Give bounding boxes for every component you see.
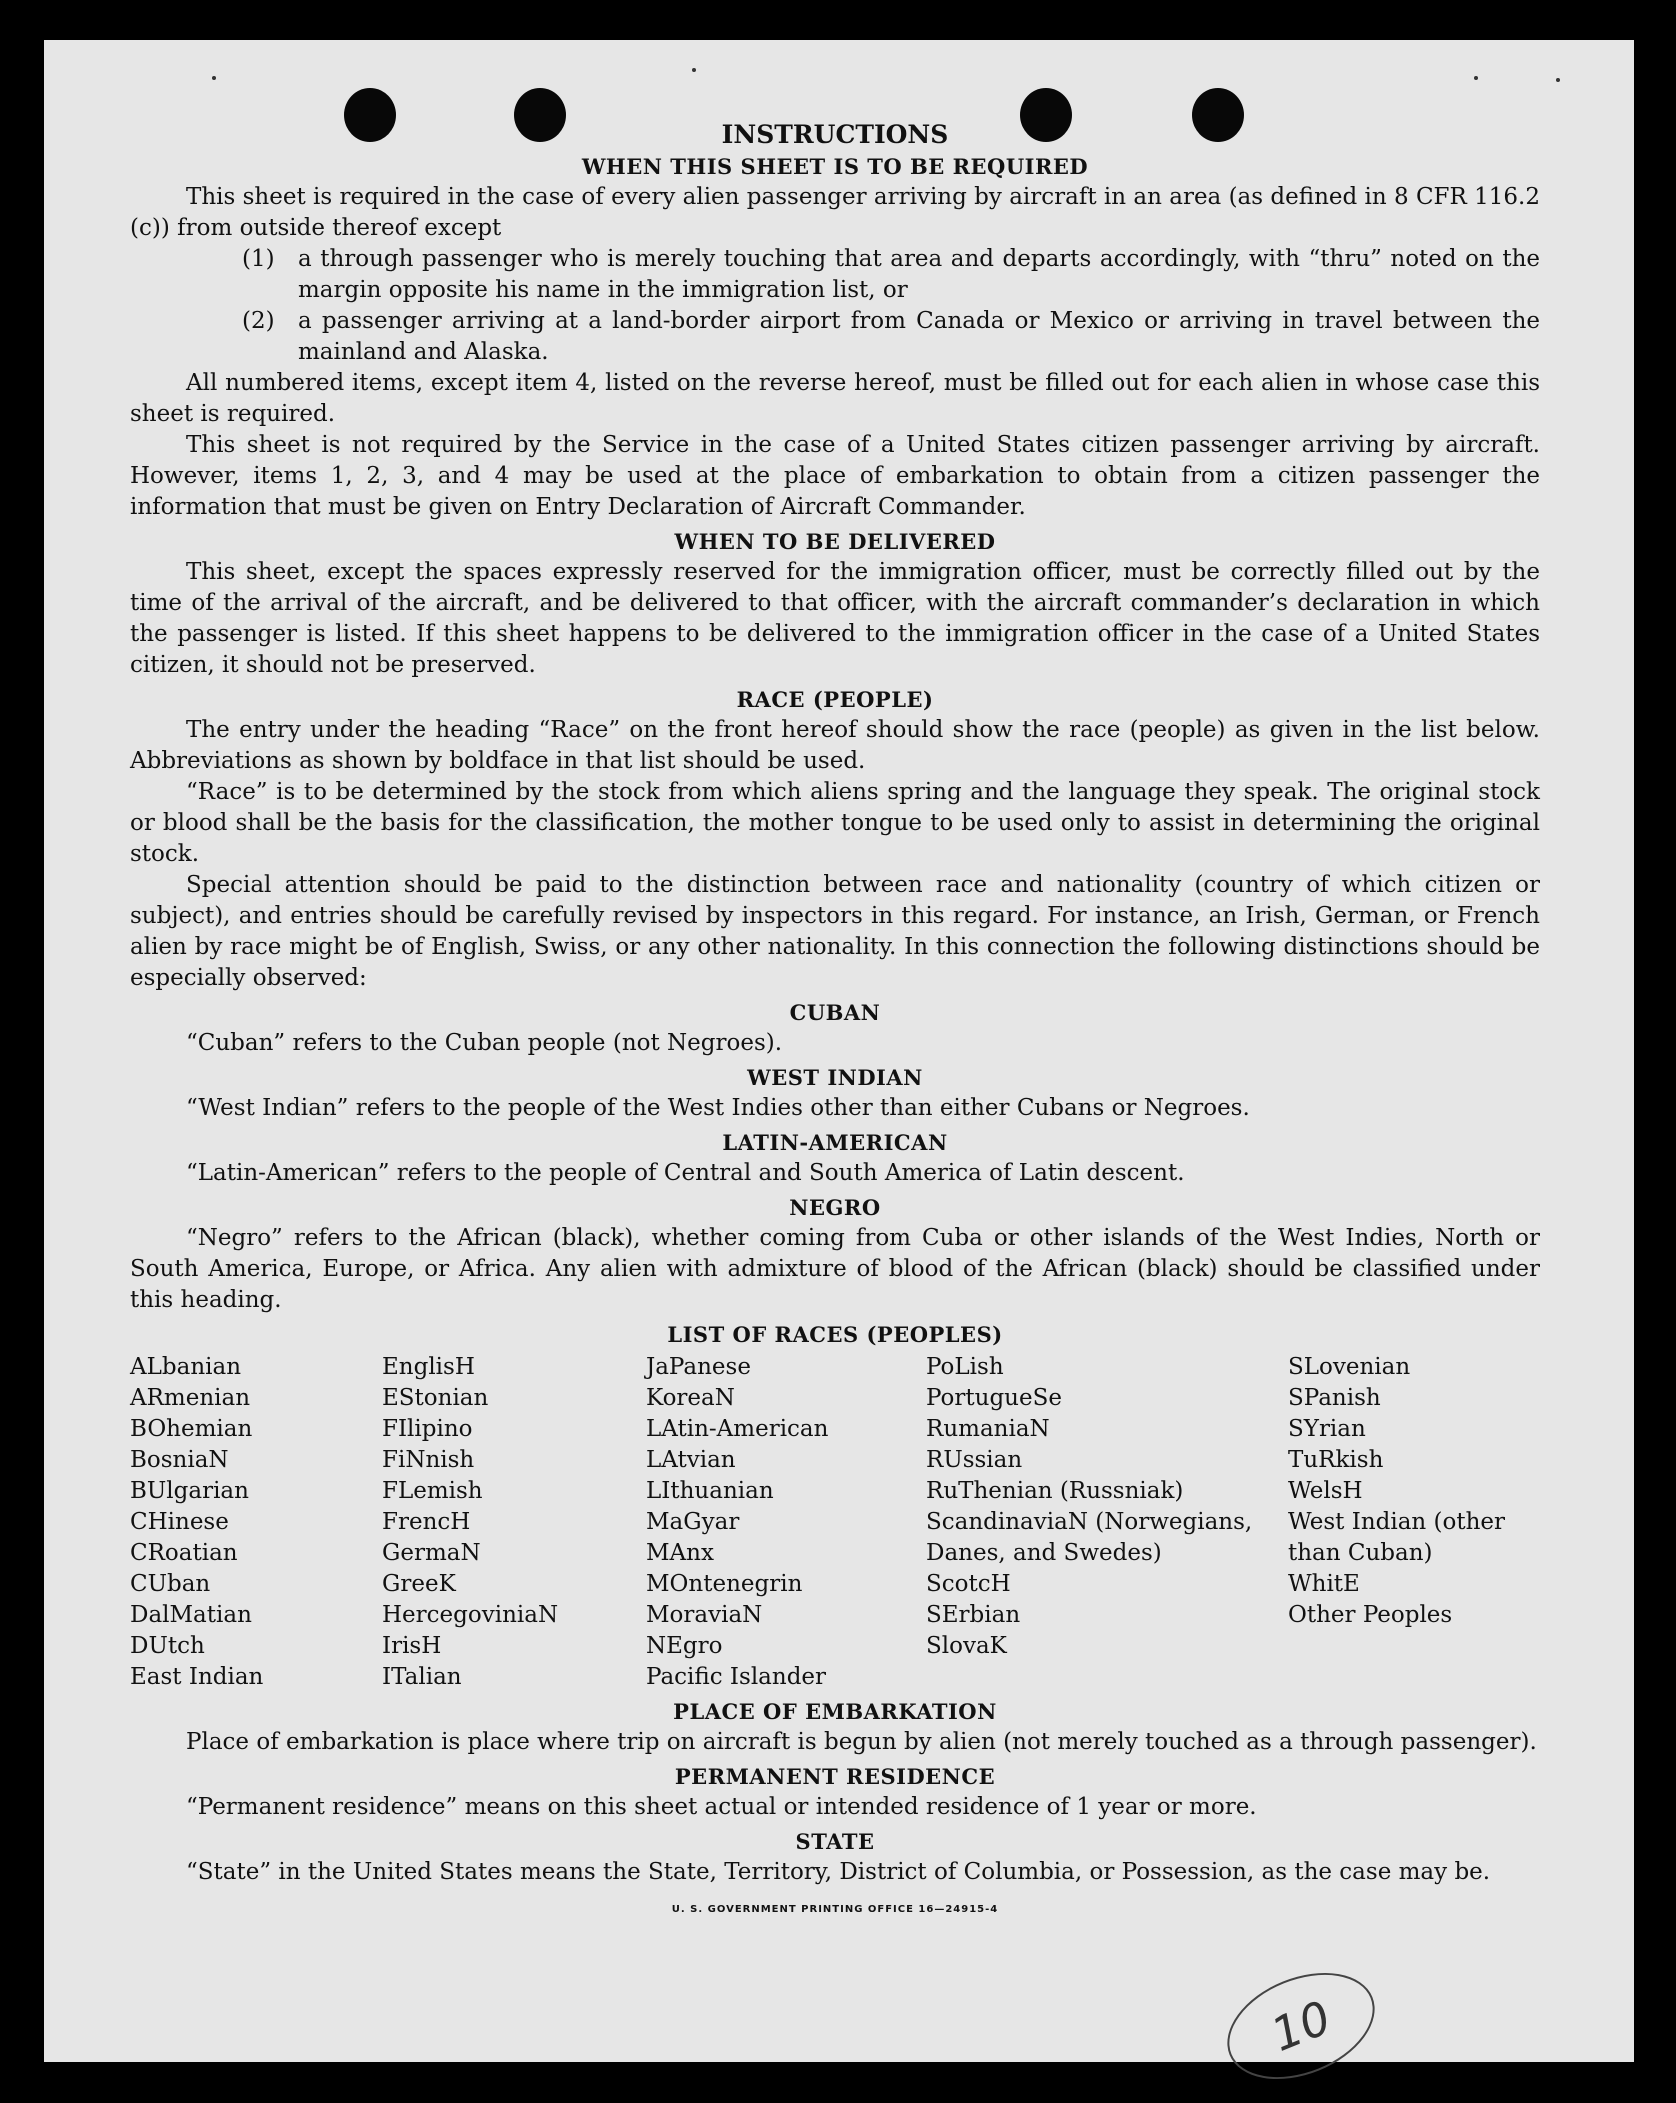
race-entry: ITalian <box>382 1664 462 1690</box>
race-entry: DUtch <box>130 1633 205 1659</box>
item-number: (2) <box>242 308 275 334</box>
speck <box>212 76 216 80</box>
race-entry: MOntenegrin <box>646 1571 803 1597</box>
section-heading: PERMANENT RESIDENCE <box>674 1764 996 1789</box>
race-column <box>130 1352 382 1693</box>
section-heading: LATIN-AMERICAN <box>722 1130 948 1155</box>
race-entry: FiNnish <box>382 1447 475 1473</box>
race-entry: TuRkish <box>1288 1447 1384 1473</box>
race-column <box>926 1352 1288 1693</box>
race-entry: CUban <box>130 1571 211 1597</box>
item-text: a passenger arriving at a land-border airport from Canada or Mexico or arriving in travel between the mainland and Alaska. <box>298 308 1540 365</box>
section-heading: NEGRO <box>789 1195 881 1220</box>
race-entry: Other Peoples <box>1288 1602 1453 1628</box>
race-entry: GermaN <box>382 1540 481 1566</box>
race-entry: CRoatian <box>130 1540 238 1566</box>
race-entry: FLemish <box>382 1478 483 1504</box>
paragraph: “West Indian” refers to the people of the West Indies other than either Cubans or Negroes. <box>186 1095 1250 1121</box>
race-entry: MoraviaN <box>646 1602 763 1628</box>
race-entry: KoreaN <box>646 1385 735 1411</box>
race-entry: ALbanian <box>130 1354 242 1380</box>
section-heading: WEST INDIAN <box>747 1065 923 1090</box>
section-heading: CUBAN <box>789 1000 881 1025</box>
paragraph: “Race” is to be determined by the stock from which aliens spring and the language they speak. The original stock or blood shall be the basis for the classification, the mother tongue to be used only to assist in determining the original stock. <box>130 779 1540 867</box>
page-title: INSTRUCTIONS <box>721 120 949 149</box>
race-entry: RumaniaN <box>926 1416 1050 1442</box>
paragraph: All numbered items, except item 4, listed on the reverse hereof, must be filled out for each alien in whose case this sheet is required. <box>130 370 1540 427</box>
race-entry: CHinese <box>130 1509 229 1535</box>
paragraph: “Latin-American” refers to the people of Central and South America of Latin descent. <box>186 1160 1185 1186</box>
race-entry: ARmenian <box>130 1385 251 1411</box>
race-entry: EStonian <box>382 1385 489 1411</box>
speck <box>1474 76 1478 80</box>
race-entry: EnglisH <box>382 1354 475 1380</box>
section-heading: LIST OF RACES (PEOPLES) <box>667 1322 1003 1347</box>
paragraph: The entry under the heading “Race” on the front hereof should show the race (people) as given in the list below. Abbreviations as shown by boldface in that list should be used. <box>130 717 1540 774</box>
race-entry: ScandinaviaN (Norwegians, Danes, and Swedes) <box>926 1509 1253 1566</box>
section-heading: WHEN TO BE DELIVERED <box>674 529 996 554</box>
race-entry: SErbian <box>926 1602 1021 1628</box>
race-entry: IrisH <box>382 1633 442 1659</box>
race-entry: BosniaN <box>130 1447 229 1473</box>
race-entry: FrencH <box>382 1509 471 1535</box>
race-entry: PoLish <box>926 1354 1004 1380</box>
race-entry: GreeK <box>382 1571 456 1597</box>
paragraph: Place of embarkation is place where trip on aircraft is begun by alien (not merely touched as a through passenger). <box>186 1729 1537 1755</box>
race-entry: SPanish <box>1288 1385 1381 1411</box>
section-heading: RACE (PEOPLE) <box>736 687 934 712</box>
race-column <box>646 1352 926 1693</box>
item-number: (1) <box>242 246 275 272</box>
race-entry: MAnx <box>646 1540 714 1566</box>
numbered-item <box>130 306 1540 368</box>
paragraph: “Negro” refers to the African (black), whether coming from Cuba or other islands of the West Indies, North or South America, Europe, or Africa. Any alien with admixture of blood of the African (black) should be classified under this heading. <box>130 1225 1540 1313</box>
speck <box>692 68 696 72</box>
document-page <box>44 40 1634 2062</box>
race-entry: JaPanese <box>646 1354 751 1380</box>
item-text: a through passenger who is merely touching that area and departs accordingly, with “thru” noted on the margin opposite his name in the immigration list, or <box>298 246 1540 303</box>
paragraph: “Cuban” refers to the Cuban people (not Negroes). <box>186 1030 783 1056</box>
race-entry: LIthuanian <box>646 1478 774 1504</box>
race-entry: DalMatian <box>130 1602 252 1628</box>
race-entry: BUlgarian <box>130 1478 249 1504</box>
paragraph: This sheet is not required by the Service in the case of a United States citizen passenger arriving by aircraft. However, items 1, 2, 3, and 4 may be used at the place of embarkation to obtain from a citizen passenger the information that must be given on Entry Declaration of Aircraft Commander. <box>130 432 1540 520</box>
section-heading: WHEN THIS SHEET IS TO BE REQUIRED <box>581 154 1089 179</box>
race-entry: HercegoviniaN <box>382 1602 559 1628</box>
race-column <box>382 1352 646 1693</box>
instructions-body <box>130 118 1540 1925</box>
paragraph: Special attention should be paid to the distinction between race and nationality (country of which citizen or subject), and entries should be carefully revised by inspectors in this regard. For instance, an Irish, German, or French alien by race might be of English, Swiss, or any other nationality. In this connection the following distinctions should be especially observed: <box>130 872 1540 991</box>
race-entry: PortugueSe <box>926 1385 1062 1411</box>
paragraph: This sheet is required in the case of every alien passenger arriving by aircraft in an area (as defined in 8 CFR 116.2 (c)) from outside thereof except <box>130 184 1540 241</box>
race-entry: NEgro <box>646 1633 723 1659</box>
race-column <box>1288 1352 1540 1693</box>
race-entry: SLovenian <box>1288 1354 1411 1380</box>
race-entry: WhitE <box>1288 1571 1360 1597</box>
race-entry: West Indian (other than Cuban) <box>1288 1509 1506 1566</box>
race-entry: MaGyar <box>646 1509 740 1535</box>
race-entry: LAtvian <box>646 1447 736 1473</box>
paragraph: This sheet, except the spaces expressly reserved for the immigration officer, must be correctly filled out by the time of the arrival of the aircraft, and be delivered to that officer, with the aircraft commander’s declaration in which the passenger is listed. If this sheet happens to be delivered to the immigration officer in the case of a United States citizen, it should not be preserved. <box>130 559 1540 678</box>
race-entry: RuThenian (Russniak) <box>926 1478 1184 1504</box>
race-entry: ScotcH <box>926 1571 1011 1597</box>
speck <box>1556 78 1560 82</box>
paragraph: “Permanent residence” means on this sheet actual or intended residence of 1 year or more. <box>186 1794 1257 1820</box>
race-entry: WelsH <box>1288 1478 1363 1504</box>
section-heading: PLACE OF EMBARKATION <box>673 1699 997 1724</box>
section-heading: STATE <box>795 1829 875 1854</box>
handwritten-number: 10 <box>1212 1953 1391 2100</box>
printing-office-line: U. S. GOVERNMENT PRINTING OFFICE 16—24915-4 <box>671 1904 999 1915</box>
race-entry: RUssian <box>926 1447 1023 1473</box>
paragraph: “State” in the United States means the State, Territory, District of Columbia, or Possession, as the case may be. <box>186 1859 1491 1885</box>
race-entry: FIlipino <box>382 1416 473 1442</box>
race-list <box>130 1352 1540 1693</box>
race-entry: BOhemian <box>130 1416 253 1442</box>
race-entry: SYrian <box>1288 1416 1366 1442</box>
numbered-item <box>130 244 1540 306</box>
race-entry: East Indian <box>130 1664 264 1690</box>
race-entry: LAtin-American <box>646 1416 829 1442</box>
race-entry: SlovaK <box>926 1633 1007 1659</box>
race-entry: Pacific Islander <box>646 1664 827 1690</box>
